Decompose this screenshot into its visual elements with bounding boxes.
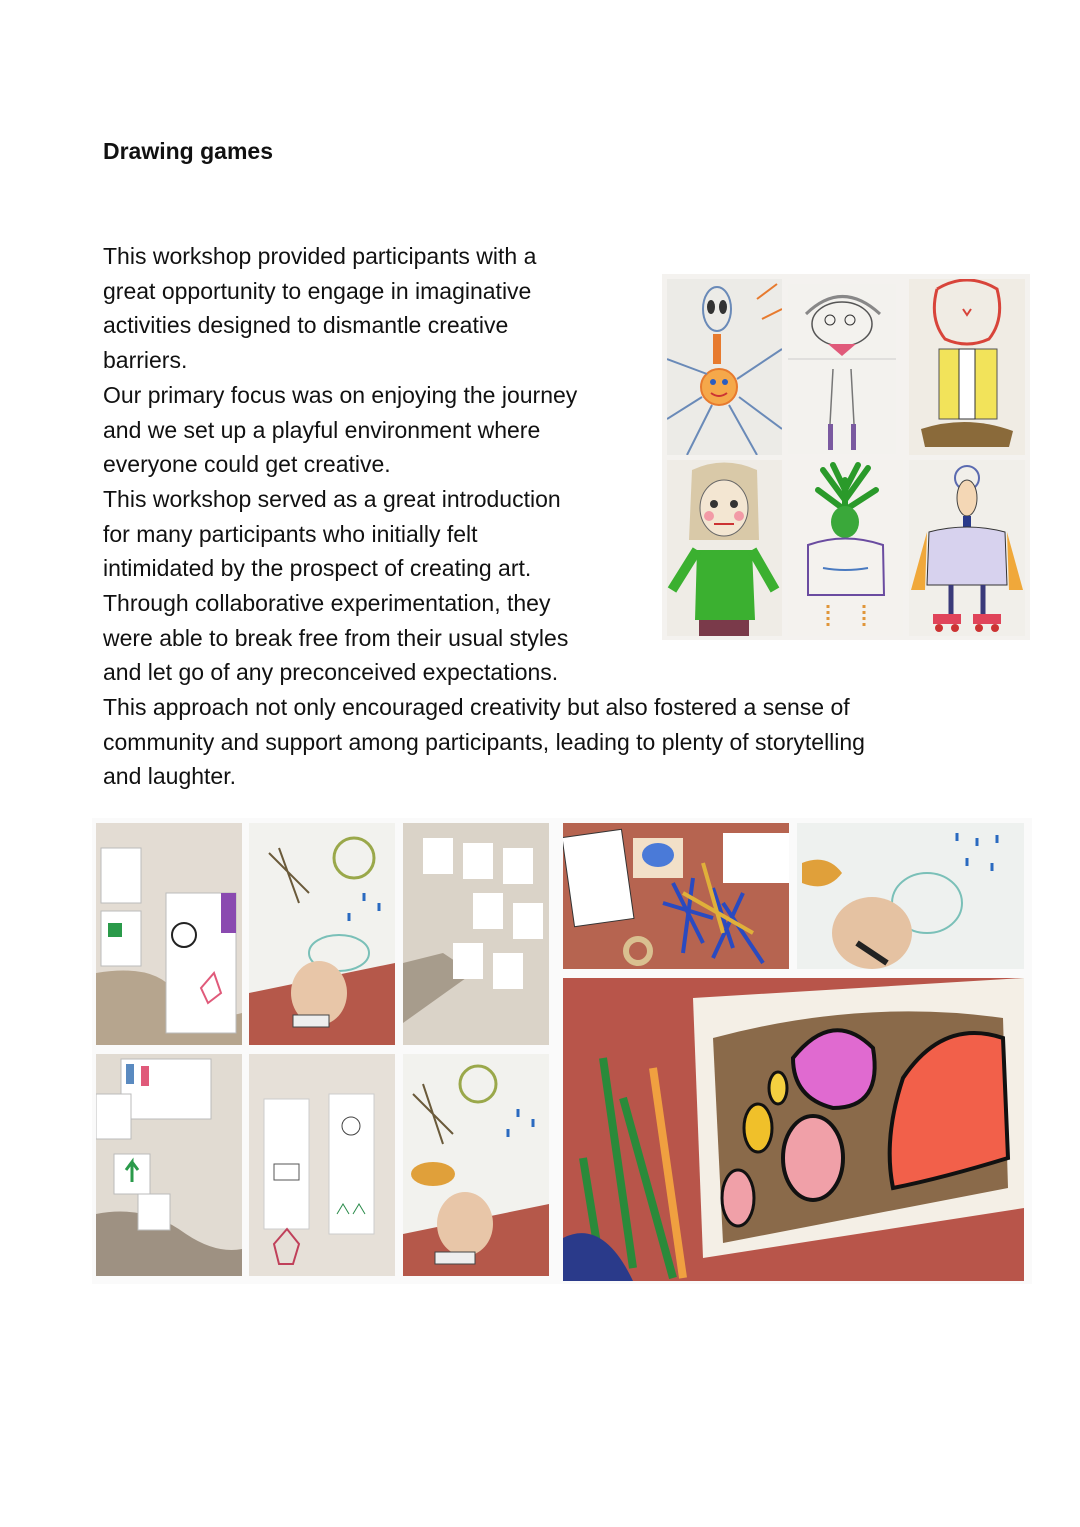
roller-skate-figure-drawing: [909, 460, 1025, 636]
text-line: and let go of any preconceived expectations.: [103, 659, 559, 686]
wall-drawings-photo: [96, 823, 242, 1045]
text-line: This workshop served as a great introduction: [103, 485, 561, 512]
text-line: barriers.: [103, 347, 188, 374]
text-line: This approach not only encouraged creativity but also fostered a sense of: [103, 694, 850, 720]
text-line: community and support among participants, leading to plenty of storytelling: [103, 728, 865, 755]
red-hair-figure-drawing: [909, 279, 1025, 455]
intro-paragraph: [103, 239, 663, 690]
colorful-shapes-drawing-photo: [563, 978, 1024, 1281]
page-title: Drawing games: [103, 138, 273, 164]
text-line: for many participants who initially felt: [103, 520, 478, 547]
hand-drawing-photo: [249, 823, 395, 1045]
blank-papers-wall-photo: [403, 823, 549, 1045]
text-line: Through collaborative experimentation, they: [103, 590, 551, 617]
hand-drawing-photo-2: [403, 1054, 549, 1276]
cartoon-face-drawing: [788, 284, 896, 454]
text-line: activities designed to dismantle creative: [103, 312, 509, 339]
text-line: intimidated by the prospect of creating art.: [103, 555, 532, 582]
blonde-figure-drawing: [667, 460, 782, 636]
text-line: Our primary focus was on enjoying the journey: [103, 381, 578, 408]
text-line: and laughter.: [103, 763, 237, 790]
text-line: This workshop provided participants with a: [103, 243, 537, 269]
text-line: were able to break free from their usual styles: [103, 624, 569, 651]
closing-paragraph: [103, 690, 1003, 794]
text-line: and we set up a playful environment where: [103, 416, 541, 443]
tree-head-drawing: [788, 460, 903, 636]
markers-table-photo: [563, 823, 789, 969]
alien-figure-drawing: [667, 279, 782, 455]
text-line: great opportunity to engage in imaginative: [103, 277, 532, 304]
text-line: everyone could get creative.: [103, 451, 391, 478]
wall-drawings-photo-2: [96, 1054, 242, 1276]
hand-drawing-closeup-photo: [797, 823, 1024, 969]
folded-drawings-photo: [249, 1054, 395, 1276]
